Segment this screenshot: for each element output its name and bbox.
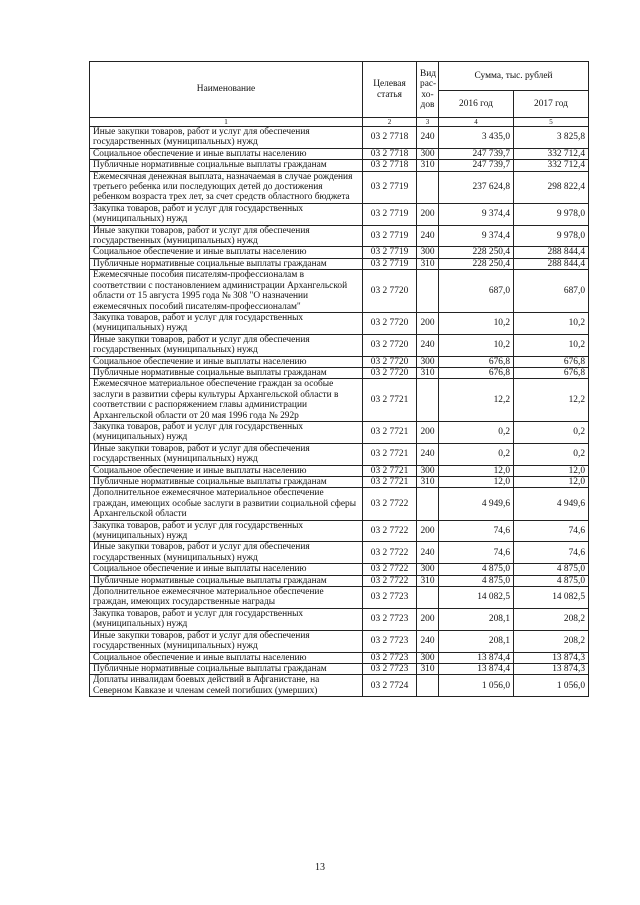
table-header-row [90,62,589,91]
table-row [90,443,589,465]
table-row [90,270,589,313]
row-name: Ежемесячная денежная выплата, назначаемая в случае рождения третьего ребенка или последующих детей до достижения ребенком возраста трех лет, за счет средств областного бюджета [90,171,363,203]
row-amount-2017: 687,0 [514,270,589,313]
row-name: Иные закупки товаров, работ и услуг для обеспечения государственных (муниципальных) нужд [90,630,363,652]
row-name: Иные закупки товаров, работ и услуг для обеспечения государственных (муниципальных) нужд [90,443,363,465]
row-name: Публичные нормативные социальные выплаты гражданам [90,258,363,269]
header-year-2016: 2016 год [439,91,514,118]
column-number: 1 [90,118,363,127]
row-amount-2017: 0,2 [514,421,589,443]
row-name: Иные закупки товаров, работ и услуг для обеспечения государственных (муниципальных) нужд [90,225,363,247]
header-sum: Сумма, тыс. рублей [439,62,589,91]
column-number-row [90,118,589,127]
row-expense-type: 310 [417,258,439,269]
header-code: Целевая статья [363,62,417,118]
row-expense-type: 240 [417,127,439,149]
table-row [90,225,589,247]
table-row [90,465,589,476]
row-name: Социальное обеспечение и иные выплаты населению [90,564,363,575]
table-row [90,488,589,520]
column-number: 2 [363,118,417,127]
table-row [90,652,589,663]
row-amount-2016: 12,2 [439,379,514,422]
row-amount-2017: 12,0 [514,477,589,488]
table-row [90,312,589,334]
row-expense-type: 200 [417,608,439,630]
row-expense-type [417,379,439,422]
header-expense-type: Вид рас-хо-дов [417,62,439,118]
table-row [90,477,589,488]
header-name: Наименование [90,62,363,118]
table-row [90,421,589,443]
column-number: 5 [514,118,589,127]
row-amount-2017: 12,0 [514,465,589,476]
row-name: Публичные нормативные социальные выплаты гражданам [90,575,363,586]
row-expense-type: 240 [417,225,439,247]
row-name: Иные закупки товаров, работ и услуг для обеспечения государственных (муниципальных) нужд [90,334,363,356]
row-expense-type: 200 [417,312,439,334]
row-target-article: 03 2 7721 [363,465,417,476]
row-expense-type: 300 [417,247,439,258]
row-target-article: 03 2 7724 [363,675,417,697]
row-name: Ежемесячное материальное обеспечение граждан за особые заслуги в развитии сферы культуры Архангельской области в соответствии с распоряжением главы администрации Архангельской области от 20 мая 1996 года № 292р [90,379,363,422]
table-row [90,148,589,159]
row-target-article: 03 2 7721 [363,443,417,465]
row-amount-2016: 14 082,5 [439,587,514,609]
row-target-article: 03 2 7720 [363,367,417,378]
table-row [90,675,589,697]
row-expense-type: 200 [417,203,439,225]
row-target-article: 03 2 7719 [363,203,417,225]
row-amount-2017: 298 822,4 [514,171,589,203]
table-row [90,356,589,367]
row-amount-2016: 228 250,4 [439,247,514,258]
row-amount-2017: 4 875,0 [514,564,589,575]
column-number: 3 [417,118,439,127]
row-target-article: 03 2 7719 [363,258,417,269]
row-amount-2017: 332 712,4 [514,160,589,171]
row-target-article: 03 2 7720 [363,334,417,356]
row-name: Доплаты инвалидам боевых действий в Афганистане, на Северном Кавказе и членам семей погибших (умерших) [90,675,363,697]
table-row [90,127,589,149]
row-target-article: 03 2 7723 [363,587,417,609]
table-row [90,160,589,171]
row-name: Социальное обеспечение и иные выплаты населению [90,247,363,258]
row-expense-type: 310 [417,663,439,674]
row-target-article: 03 2 7721 [363,421,417,443]
row-amount-2017: 13 874,3 [514,652,589,663]
row-amount-2016: 12,0 [439,477,514,488]
row-amount-2016: 13 874,4 [439,652,514,663]
row-expense-type: 300 [417,652,439,663]
table-body [90,127,589,697]
budget-table [89,61,589,697]
row-expense-type: 300 [417,148,439,159]
row-target-article: 03 2 7723 [363,630,417,652]
row-amount-2016: 237 624,8 [439,171,514,203]
table-row [90,630,589,652]
row-expense-type: 310 [417,575,439,586]
table-row [90,520,589,542]
row-amount-2017: 288 844,4 [514,247,589,258]
row-target-article: 03 2 7723 [363,608,417,630]
row-amount-2017: 676,8 [514,356,589,367]
row-name: Дополнительное ежемесячное материальное обеспечение граждан, имеющих государственные награды [90,587,363,609]
table-row [90,542,589,564]
row-expense-type: 300 [417,564,439,575]
row-expense-type: 200 [417,520,439,542]
row-target-article: 03 2 7723 [363,663,417,674]
row-amount-2017: 332 712,4 [514,148,589,159]
row-expense-type: 240 [417,334,439,356]
table-row [90,575,589,586]
row-name: Ежемесячные пособия писателям-профессионалам в соответствии с постановлением администрации Архангельской области от 15 августа 1995 года № 308 "О назначении ежемесячных пособий писателям-профессионалам" [90,270,363,313]
row-amount-2016: 1 056,0 [439,675,514,697]
row-amount-2017: 676,8 [514,367,589,378]
row-expense-type: 240 [417,443,439,465]
table-row [90,379,589,422]
row-expense-type [417,587,439,609]
row-target-article: 03 2 7718 [363,127,417,149]
row-amount-2017: 1 056,0 [514,675,589,697]
row-amount-2016: 208,1 [439,630,514,652]
row-name: Закупка товаров, работ и услуг для государственных (муниципальных) нужд [90,421,363,443]
table-row [90,258,589,269]
row-target-article: 03 2 7718 [363,148,417,159]
row-target-article: 03 2 7719 [363,225,417,247]
row-amount-2017: 288 844,4 [514,258,589,269]
row-target-article: 03 2 7718 [363,160,417,171]
row-target-article: 03 2 7719 [363,171,417,203]
row-name: Социальное обеспечение и иные выплаты населению [90,465,363,476]
row-amount-2016: 74,6 [439,520,514,542]
row-amount-2017: 9 978,0 [514,225,589,247]
row-name: Дополнительное ежемесячное материальное обеспечение граждан, имеющих особые заслуги в развитии социальной сферы Архангельской области [90,488,363,520]
row-amount-2016: 3 435,0 [439,127,514,149]
row-amount-2017: 13 874,3 [514,663,589,674]
row-amount-2016: 9 374,4 [439,203,514,225]
row-amount-2016: 676,8 [439,367,514,378]
row-amount-2016: 676,8 [439,356,514,367]
row-name: Социальное обеспечение и иные выплаты населению [90,148,363,159]
row-target-article: 03 2 7720 [363,270,417,313]
row-amount-2017: 208,2 [514,630,589,652]
row-target-article: 03 2 7722 [363,488,417,520]
table-row [90,247,589,258]
row-amount-2016: 687,0 [439,270,514,313]
row-target-article: 03 2 7722 [363,575,417,586]
row-expense-type: 310 [417,367,439,378]
row-name: Закупка товаров, работ и услуг для государственных (муниципальных) нужд [90,608,363,630]
row-target-article: 03 2 7721 [363,379,417,422]
table-row [90,564,589,575]
row-amount-2017: 3 825,8 [514,127,589,149]
row-expense-type [417,675,439,697]
row-target-article: 03 2 7722 [363,520,417,542]
row-amount-2017: 14 082,5 [514,587,589,609]
row-expense-type: 240 [417,542,439,564]
row-amount-2016: 247 739,7 [439,160,514,171]
table-row [90,587,589,609]
page-number: 13 [315,862,325,873]
row-amount-2016: 208,1 [439,608,514,630]
row-amount-2017: 4 875,0 [514,575,589,586]
row-amount-2017: 74,6 [514,520,589,542]
row-name: Закупка товаров, работ и услуг для государственных (муниципальных) нужд [90,312,363,334]
row-amount-2016: 4 949,6 [439,488,514,520]
row-target-article: 03 2 7720 [363,356,417,367]
row-expense-type [417,270,439,313]
row-expense-type: 200 [417,421,439,443]
table-row [90,334,589,356]
row-name: Закупка товаров, работ и услуг для государственных (муниципальных) нужд [90,203,363,225]
row-amount-2016: 4 875,0 [439,564,514,575]
row-target-article: 03 2 7722 [363,564,417,575]
row-expense-type [417,488,439,520]
row-name: Социальное обеспечение и иные выплаты населению [90,652,363,663]
row-target-article: 03 2 7721 [363,477,417,488]
row-amount-2016: 12,0 [439,465,514,476]
row-target-article: 03 2 7720 [363,312,417,334]
row-name: Публичные нормативные социальные выплаты гражданам [90,160,363,171]
row-amount-2016: 0,2 [439,443,514,465]
row-amount-2017: 10,2 [514,334,589,356]
row-amount-2016: 74,6 [439,542,514,564]
row-name: Иные закупки товаров, работ и услуг для обеспечения государственных (муниципальных) нужд [90,127,363,149]
row-expense-type: 300 [417,465,439,476]
row-amount-2016: 0,2 [439,421,514,443]
row-name: Социальное обеспечение и иные выплаты населению [90,356,363,367]
row-name: Публичные нормативные социальные выплаты гражданам [90,663,363,674]
row-name: Публичные нормативные социальные выплаты гражданам [90,367,363,378]
table-row [90,608,589,630]
row-target-article: 03 2 7722 [363,542,417,564]
column-number: 4 [439,118,514,127]
row-name: Закупка товаров, работ и услуг для государственных (муниципальных) нужд [90,520,363,542]
row-amount-2017: 0,2 [514,443,589,465]
row-amount-2016: 13 874,4 [439,663,514,674]
row-expense-type [417,171,439,203]
row-amount-2017: 74,6 [514,542,589,564]
table-row [90,663,589,674]
row-amount-2016: 9 374,4 [439,225,514,247]
row-amount-2017: 12,2 [514,379,589,422]
row-amount-2016: 247 739,7 [439,148,514,159]
row-amount-2016: 10,2 [439,312,514,334]
row-expense-type: 240 [417,630,439,652]
row-amount-2017: 10,2 [514,312,589,334]
row-expense-type: 300 [417,356,439,367]
header-year-2017: 2017 год [514,91,589,118]
row-amount-2017: 208,2 [514,608,589,630]
table-row [90,171,589,203]
row-expense-type: 310 [417,160,439,171]
table-row [90,203,589,225]
row-amount-2017: 9 978,0 [514,203,589,225]
row-target-article: 03 2 7719 [363,247,417,258]
table-row [90,367,589,378]
row-expense-type: 310 [417,477,439,488]
row-name: Иные закупки товаров, работ и услуг для обеспечения государственных (муниципальных) нужд [90,542,363,564]
row-amount-2016: 4 875,0 [439,575,514,586]
row-amount-2016: 228 250,4 [439,258,514,269]
row-target-article: 03 2 7723 [363,652,417,663]
row-amount-2017: 4 949,6 [514,488,589,520]
row-amount-2016: 10,2 [439,334,514,356]
row-name: Публичные нормативные социальные выплаты гражданам [90,477,363,488]
